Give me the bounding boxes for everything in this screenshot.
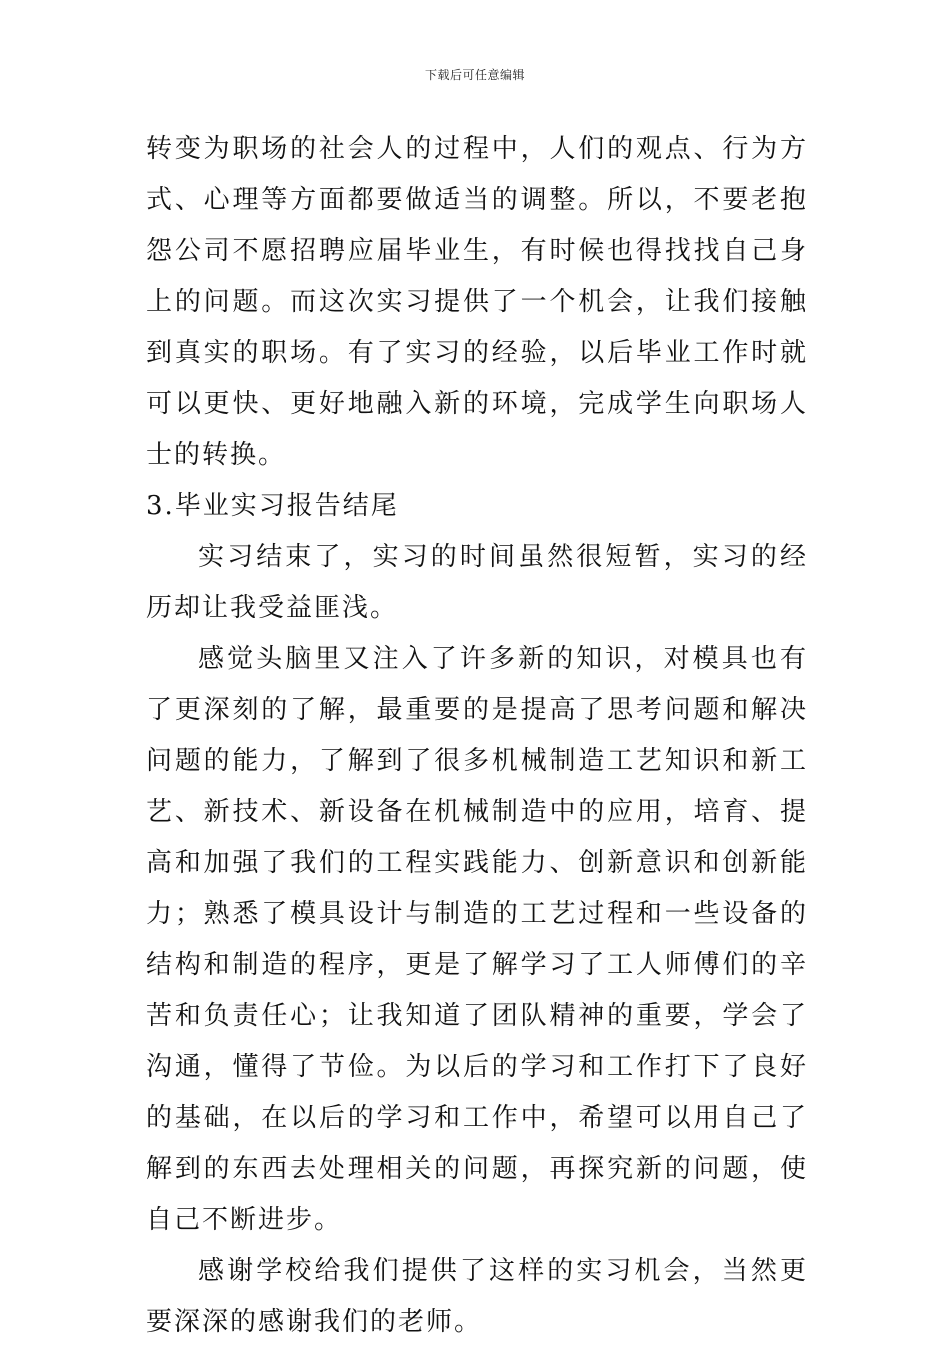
paragraph-2: 感觉头脑里又注入了许多新的知识，对模具也有了更深刻的了解，最重要的是提高了思考问题和解决问题的能力，了解到了很多机械制造工艺知识和新工艺、新技术、新设备在机械制造中的应用，培育、提高和加强了我们的工程实践能力、创新意识和创新能力；熟悉了模具设计与制造的工艺过程和一些设备的结构和制造的程序，更是了解学习了工人师傅们的辛苦和负责任心；让我知道了团队精神的重要，学会了沟通，懂得了节俭。为以后的学习和工作打下了良好的基础，在以后的学习和工作中，希望可以用自己了解到的东西去处理相关的问题，再探究新的问题，使自己不断进步。 <box>146 644 808 1235</box>
document-body <box>146 124 808 1348</box>
paragraph-1: 实习结束了，实习的时间虽然很短暂，实习的经历却让我受益匪浅。 <box>146 542 808 623</box>
paragraph-3: 感谢学校给我们提供了这样的实习机会，当然更要深深的感谢我们的老师。 <box>146 1256 808 1337</box>
paragraph-continued: 转变为职场的社会人的过程中，人们的观点、行为方式、心理等方面都要做适当的调整。所以，不要老抱怨公司不愿招聘应届毕业生，有时候也得找找自己身上的问题。而这次实习提供了一个机会，让我们接触到真实的职场。有了实习的经验，以后毕业工作时就可以更快、更好地融入新的环境，完成学生向职场人士的转换。 <box>146 134 808 470</box>
page-header: 下载后可任意编辑 <box>424 68 525 82</box>
section-heading: 3.毕业实习报告结尾 <box>146 491 399 521</box>
